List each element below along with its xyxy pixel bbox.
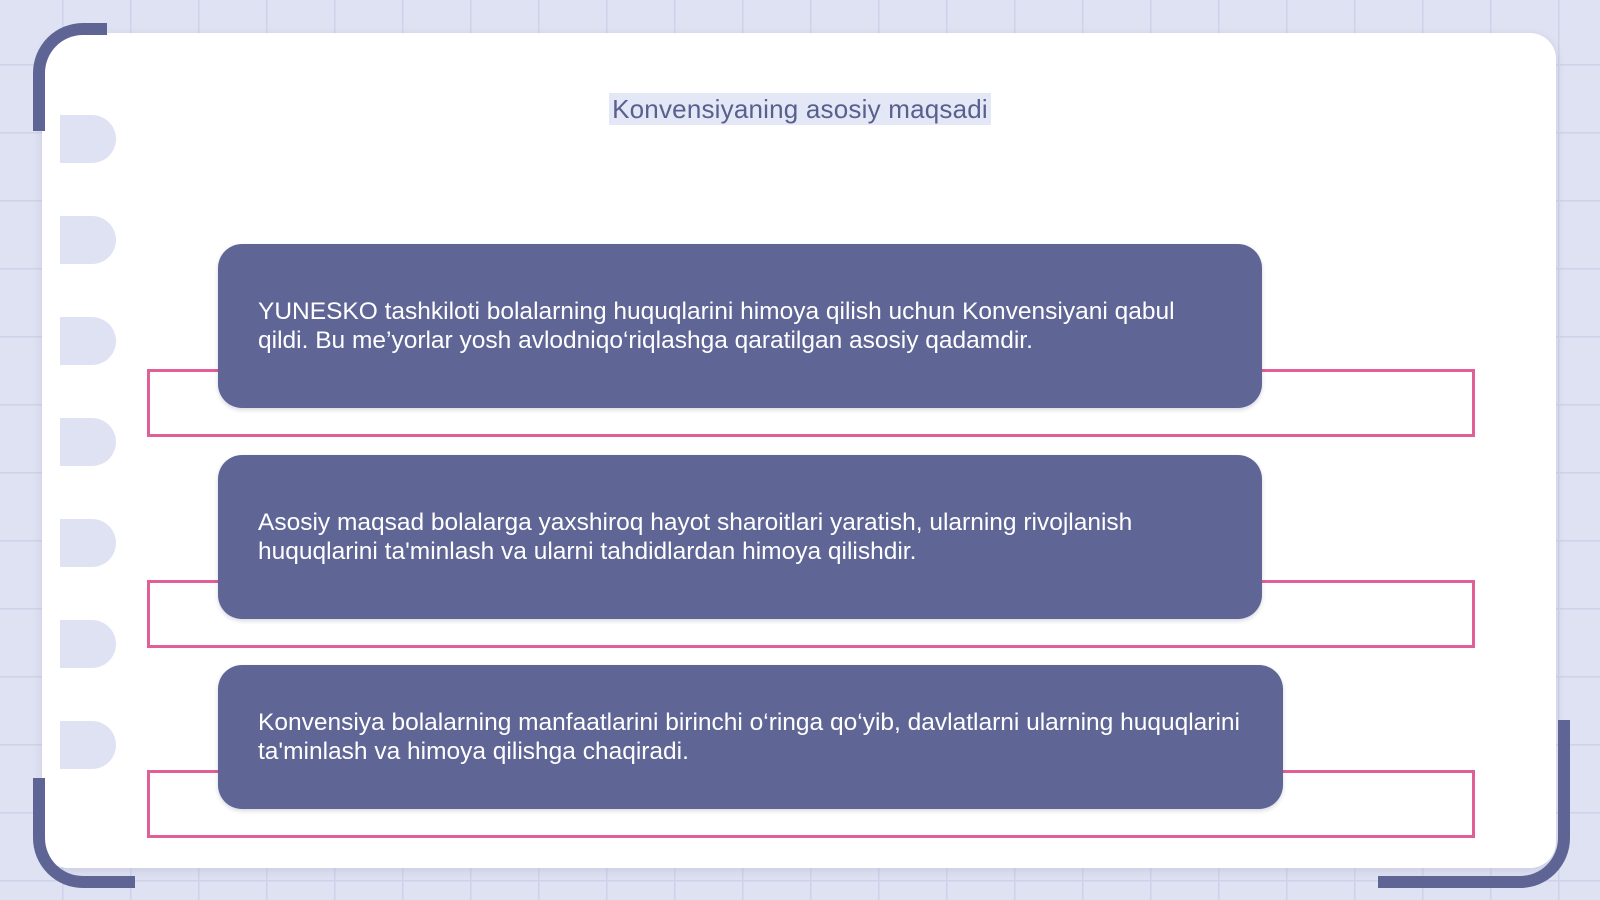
info-card-text: Konvensiya bolalarning manfaatlarini birinchi o‘ringa qo‘yib, davlatlarni ularning huquqlarini ta'minlash va himoya qilishga chaqiradi. — [258, 709, 1240, 765]
info-card — [218, 665, 1283, 809]
corner-bracket-bottom-left — [33, 778, 135, 888]
paper-scallop — [60, 620, 116, 668]
info-card — [218, 455, 1262, 619]
info-card — [218, 244, 1262, 408]
paper-scallop — [60, 418, 116, 466]
paper-scallop — [60, 519, 116, 567]
paper-scallop — [60, 317, 116, 365]
info-card-text: Asosiy maqsad bolalarga yaxshiroq hayot sharoitlari yaratish, ularning rivojlanish huquqlarini ta'minlash va ularni tahdidlardan himoya qilishdir. — [258, 509, 1133, 565]
info-card-text: YUNESKO tashkiloti bolalarning huquqlarini himoya qilish uchun Konvensiyani qabul qildi. Bu me’yorlar yosh avlodniqo‘riqlashga qaratilgan asosiy qadamdir. — [258, 298, 1175, 354]
paper-scallop — [60, 721, 116, 769]
slide-title: Konvensiyaning asosiy maqsadi — [0, 94, 1600, 125]
paper-scallop — [60, 216, 116, 264]
